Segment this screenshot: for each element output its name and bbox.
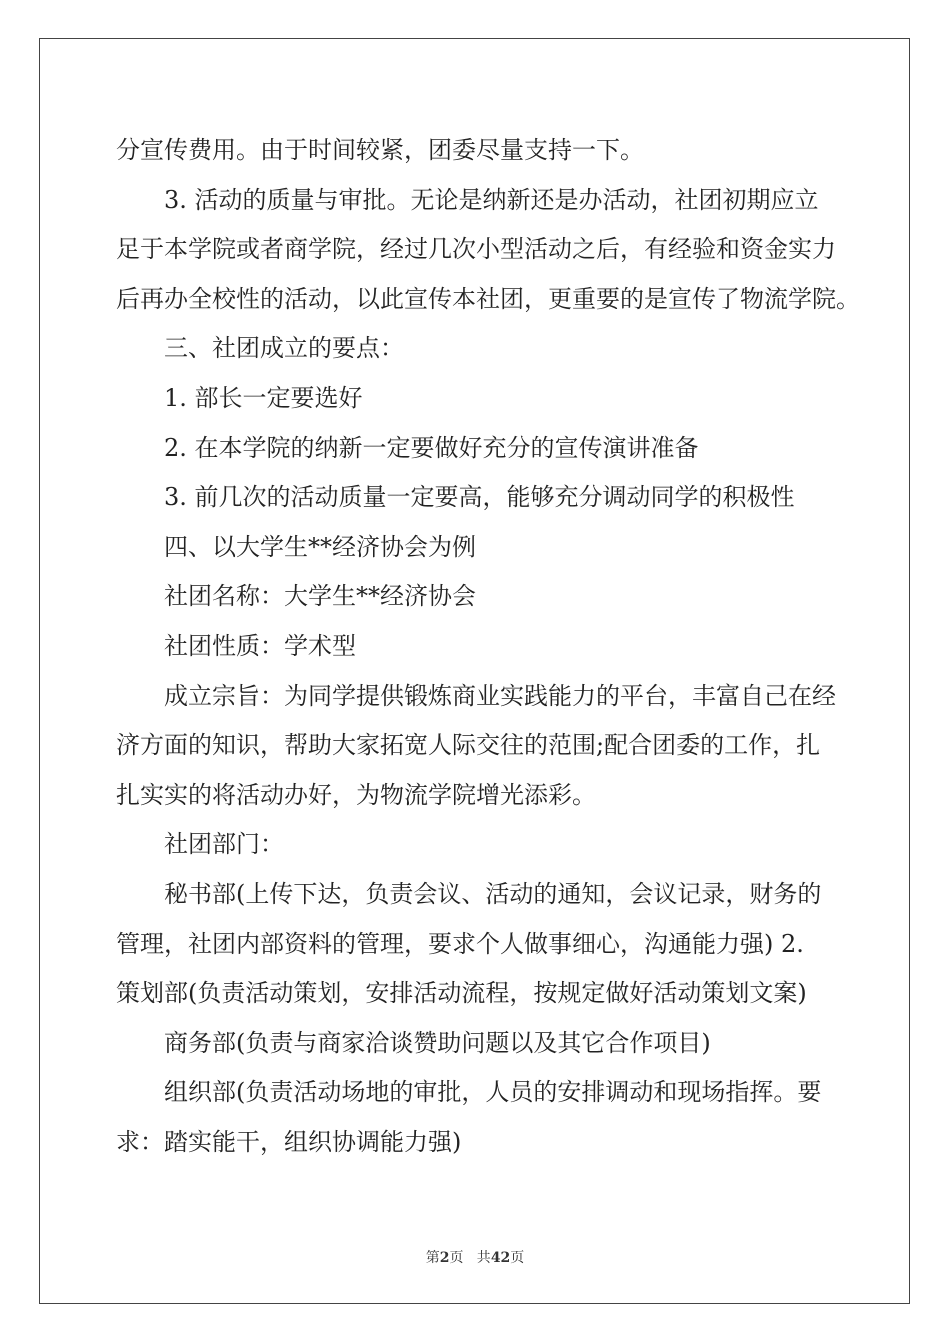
text-line: 后再办全校性的活动，以此宣传本社团，更重要的是宣传了物流学院。 xyxy=(116,284,860,313)
page-footer xyxy=(0,1247,950,1267)
document-body xyxy=(116,126,860,1167)
text-line: 秘书部(上传下达，负责会议、活动的通知，会议记录，财务的 xyxy=(164,879,822,908)
text-line: 社团名称：大学生**经济协会 xyxy=(164,582,476,611)
text-line: 社团性质：学术型 xyxy=(164,631,356,660)
text-line: 3. 前几次的活动质量一定要高，能够充分调动同学的积极性 xyxy=(164,483,795,512)
text-line: 扎实实的将活动办好，为物流学院增光添彩。 xyxy=(116,780,596,809)
text-line: 3. 活动的质量与审批。无论是纳新还是办活动，社团初期应立 xyxy=(164,185,819,214)
text-line: 求：踏实能干，组织协调能力强) xyxy=(116,1127,462,1156)
footer-suffix: 页 xyxy=(510,1250,525,1266)
text-line: 济方面的知识，帮助大家拓宽人际交往的范围;配合团委的工作，扎 xyxy=(116,731,821,760)
text-line: 1. 部长一定要选好 xyxy=(164,383,363,412)
text-line: 成立宗旨：为同学提供锻炼商业实践能力的平台，丰富自己在经 xyxy=(164,681,836,710)
footer-prefix: 第 xyxy=(425,1250,440,1266)
text-line: 组织部(负责活动场地的审批，人员的安排调动和现场指挥。要 xyxy=(164,1078,822,1107)
current-page-number: 2 xyxy=(439,1250,450,1266)
text-line: 四、以大学生**经济协会为例 xyxy=(164,532,476,561)
text-line: 三、社团成立的要点： xyxy=(164,334,404,363)
text-line: 策划部(负责活动策划，安排活动流程，按规定做好活动策划文案) xyxy=(116,979,807,1008)
text-line: 管理，社团内部资料的管理，要求个人做事细心，沟通能力强) 2. xyxy=(116,929,804,958)
text-line: 2. 在本学院的纳新一定要做好充分的宣传演讲准备 xyxy=(164,433,699,462)
text-line: 商务部(负责与商家洽谈赞助问题以及其它合作项目) xyxy=(164,1028,711,1057)
text-line: 社团部门： xyxy=(164,830,284,859)
footer-mid: 页 共 xyxy=(449,1250,491,1266)
total-page-count: 42 xyxy=(490,1250,511,1266)
text-line: 分宣传费用。由于时间较紧，团委尽量支持一下。 xyxy=(116,136,644,164)
text-line: 足于本学院或者商学院，经过几次小型活动之后，有经验和资金实力 xyxy=(116,235,836,264)
